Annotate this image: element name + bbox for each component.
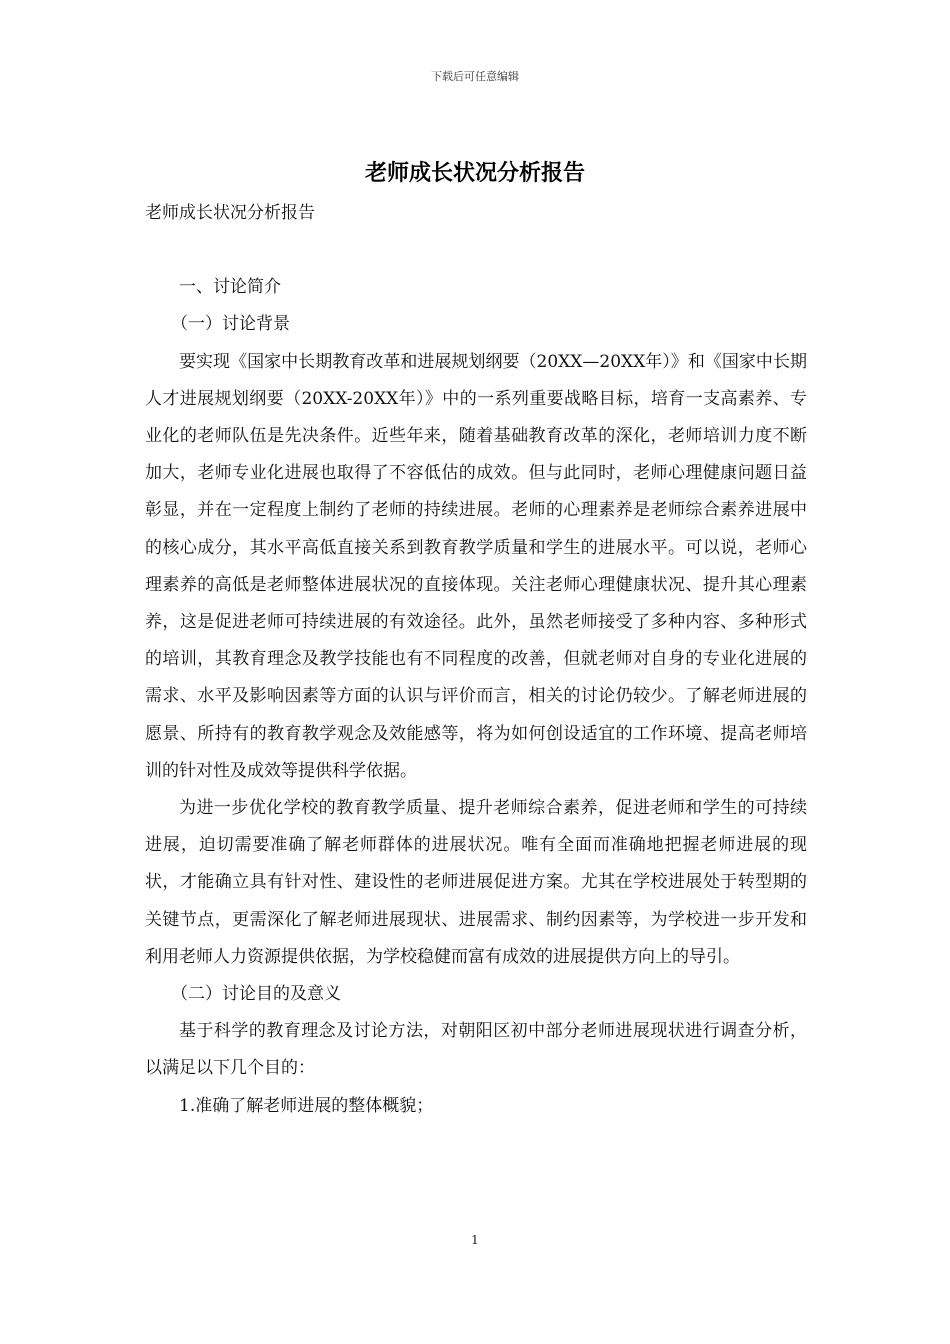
paragraph-background-2: 为进一步优化学校的教育教学质量、提升老师综合素养，促进老师和学生的可持续进展，迫切需要准确了解老师群体的进展状况。唯有全面而准确地把握老师进展的现状，才能确立具有针对性、建设性的老师进展促进方案。尤其在学校进展处于转型期的关键节点，更需深化了解老师进展现状、进展需求、制约因素等，为学校进一步开发和利用老师人力资源提供依据，为学校稳健而富有成效的进展提供方向上的导引。 [145, 798, 807, 967]
paragraph-purpose: 基于科学的教育理念及讨论方法，对朝阳区初中部分老师进展现状进行调查分析，以满足以下几个目的： [145, 1021, 807, 1079]
header-note: 下载后可任意编辑 [431, 70, 519, 83]
subsection-heading-purpose: （二）讨论目的及意义 [171, 984, 341, 1005]
section-heading-1: 一、讨论简介 [179, 277, 281, 298]
page-number: 1 [471, 1233, 479, 1247]
list-item-1: 1.准确了解老师进展的整体概貌； [179, 1095, 434, 1116]
paragraph-background-1: 要实现《国家中长期教育改革和进展规划纲要（20XX—20XX年）》和《国家中长期人才进展规划纲要（20XX-20XX年）》中的一系列重要战略目标，培育一支高素养、专业化的老师队伍是先决条件。近些年来，随着基础教育改革的深化，老师培训力度不断加大，老师专业化进展也取得了不容低估的成效。但与此同时，老师心理健康问题日益彰显，并在一定程度上制约了老师的持续进展。老师的心理素养是老师综合素养进展中的核心成分，其水平高低直接关系到教育教学质量和学生的进展水平。可以说，老师心理素养的高低是老师整体进展状况的直接体现。关注老师心理健康状况、提升其心理素养，这是促进老师可持续进展的有效途径。此外，虽然老师接受了多种内容、多种形式的培训，其教育理念及教学技能也有不同程度的改善，但就老师对自身的专业化进展的需求、水平及影响因素等方面的认识与评价而言，相关的讨论仍较少。了解老师进展的愿景、所持有的教育教学观念及效能感等，将为如何创设适宜的工作环境、提高老师培训的针对性及成效等提供科学依据。 [145, 351, 807, 781]
document-subtitle: 老师成长状况分析报告 [145, 203, 315, 223]
document-title: 老师成长状况分析报告 [364, 160, 585, 186]
document-body [145, 195, 807, 1125]
subsection-heading-background: （一）讨论背景 [171, 314, 290, 335]
